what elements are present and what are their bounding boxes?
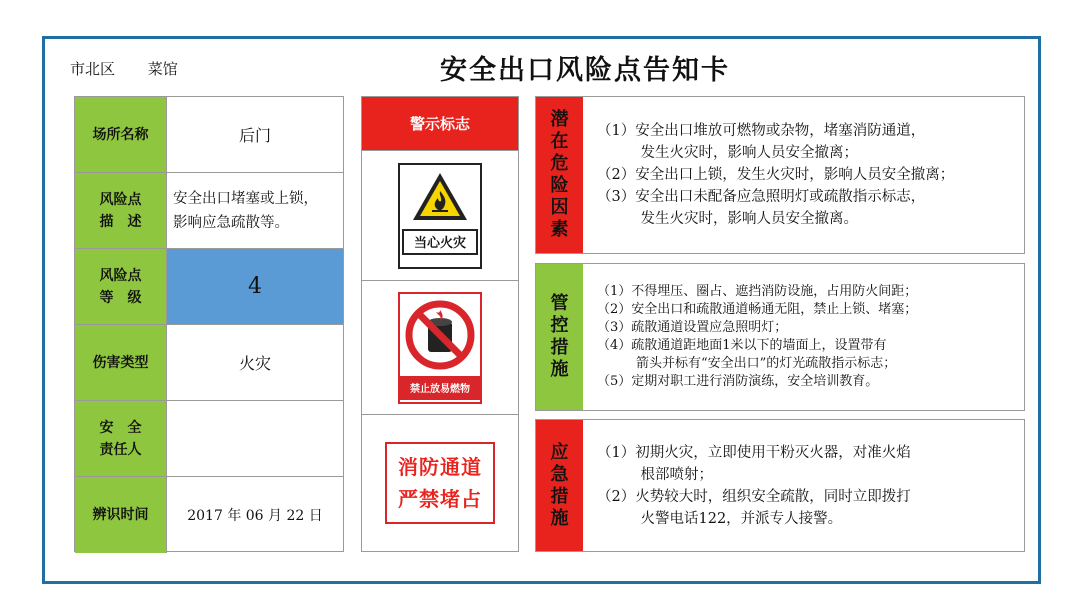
- site-name-label: 场所名称: [75, 97, 167, 172]
- risk-level-value: 4: [167, 249, 343, 324]
- hazard-factors-body: [583, 97, 1024, 253]
- harm-type-value: 火灾: [238, 354, 271, 373]
- warning-signs: [361, 96, 519, 552]
- control-line: （4）疏散通道距地面1米以下的墙面上，设置带有: [597, 338, 887, 353]
- hazard-line: （1）安全出口堆放可燃物或杂物，堵塞消防通道，: [597, 123, 926, 139]
- control-line: （1）不得埋压、圈占、遮挡消防设施，占用防火间距；: [597, 284, 918, 299]
- responsible-person-label: 安 全 责任人: [75, 401, 167, 476]
- emergency-line: 火警电话122，并派专人接警。: [597, 510, 843, 527]
- hazard-line: （3）安全出口未配备应急照明灯或疏散指示标志，: [597, 189, 926, 205]
- tag-char: 措: [550, 337, 569, 358]
- control-measures-tag: [536, 264, 583, 410]
- hazard-factors-tag: [536, 97, 583, 253]
- control-measures-section: [535, 263, 1025, 411]
- fire-passage-sign: [385, 442, 495, 524]
- emergency-line: （2）火势较大时，组织安全疏散，同时立即拨打: [597, 488, 911, 505]
- info-row-site: [75, 97, 343, 173]
- emergency-line: （1）初期火灾，立即使用干粉灭火器，对准火焰: [597, 444, 911, 461]
- hazard-factors-section: [535, 96, 1025, 254]
- fire-warning-sign: [398, 163, 482, 269]
- control-line: （3）疏散通道设置应急照明灯；: [597, 320, 788, 335]
- passage-sign-cell: [362, 415, 518, 551]
- no-flammables-icon: [403, 298, 477, 372]
- card-title: 安全出口风险点告知卡: [440, 55, 730, 86]
- tag-char: 急: [550, 463, 569, 485]
- no-flammables-sign: [398, 292, 482, 404]
- hazard-line: （2）安全出口上锁，发生火灾时，影响人员安全撤离；: [597, 167, 955, 183]
- info-row-description: [75, 173, 343, 249]
- hazard-line: 发生火灾时，影响人员安全撤离。: [597, 211, 858, 227]
- no-flammables-cell: [362, 281, 518, 415]
- tag-char: 管: [550, 293, 569, 314]
- info-row-date: [75, 477, 343, 553]
- tag-char: 险: [550, 175, 569, 196]
- control-measures-body: [583, 264, 1024, 410]
- control-line: 箭头并标有“安全出口”的灯光疏散指示标志；: [597, 356, 897, 371]
- tag-char: 潜: [550, 109, 569, 130]
- tag-char: 素: [550, 219, 569, 240]
- emergency-measures-tag: [536, 420, 583, 551]
- identification-date-label: 辨识时间: [75, 477, 167, 553]
- tag-char: 措: [550, 485, 569, 507]
- fire-warning-caption: 当心火灾: [402, 229, 478, 255]
- risk-description-label: 风险点 描 述: [75, 173, 167, 248]
- tag-char: 控: [550, 315, 569, 336]
- location: [70, 58, 206, 79]
- control-line: （5）定期对职工进行消防演练，安全培训教育。: [597, 374, 879, 389]
- district-label: 市北区: [70, 60, 116, 78]
- site-name-value: 后门: [238, 126, 271, 145]
- tag-char: 因: [550, 197, 569, 218]
- info-table: [74, 96, 344, 552]
- info-row-responsible: [75, 401, 343, 477]
- tag-char: 应: [550, 441, 569, 463]
- info-row-level: [75, 249, 343, 325]
- control-line: （2）安全出口和疏散通道畅通无阻，禁止上锁、堵塞；: [597, 302, 918, 317]
- tag-char: 施: [550, 507, 569, 529]
- emergency-measures-section: [535, 419, 1025, 552]
- risk-level-label: 风险点 等 级: [75, 249, 167, 324]
- passage-sign-line1: 消防通道: [398, 455, 482, 479]
- tag-char: 施: [550, 359, 569, 380]
- fire-warning-cell: [362, 151, 518, 281]
- hazard-line: 发生火灾时，影响人员安全撤离；: [597, 145, 858, 161]
- emergency-measures-body: [583, 420, 1024, 551]
- tag-char: 在: [550, 131, 569, 152]
- responsible-person-value: [167, 401, 343, 476]
- passage-sign-line2: 严禁堵占: [398, 487, 482, 511]
- harm-type-label: 伤害类型: [75, 325, 167, 400]
- identification-date-value: 2017 年 06 月 22 日: [187, 508, 323, 524]
- tag-char: 危: [550, 153, 569, 174]
- no-flammables-caption: 禁止放易燃物: [400, 376, 480, 400]
- risk-description-value: 安全出口堵塞或上锁， 影响应急疏散等。: [173, 190, 318, 231]
- place-label: 菜馆: [147, 60, 178, 78]
- flame-warning-icon: [411, 171, 469, 223]
- emergency-line: 根部喷射；: [597, 466, 713, 483]
- info-row-harm: [75, 325, 343, 401]
- warning-signs-header: 警示标志: [362, 97, 518, 151]
